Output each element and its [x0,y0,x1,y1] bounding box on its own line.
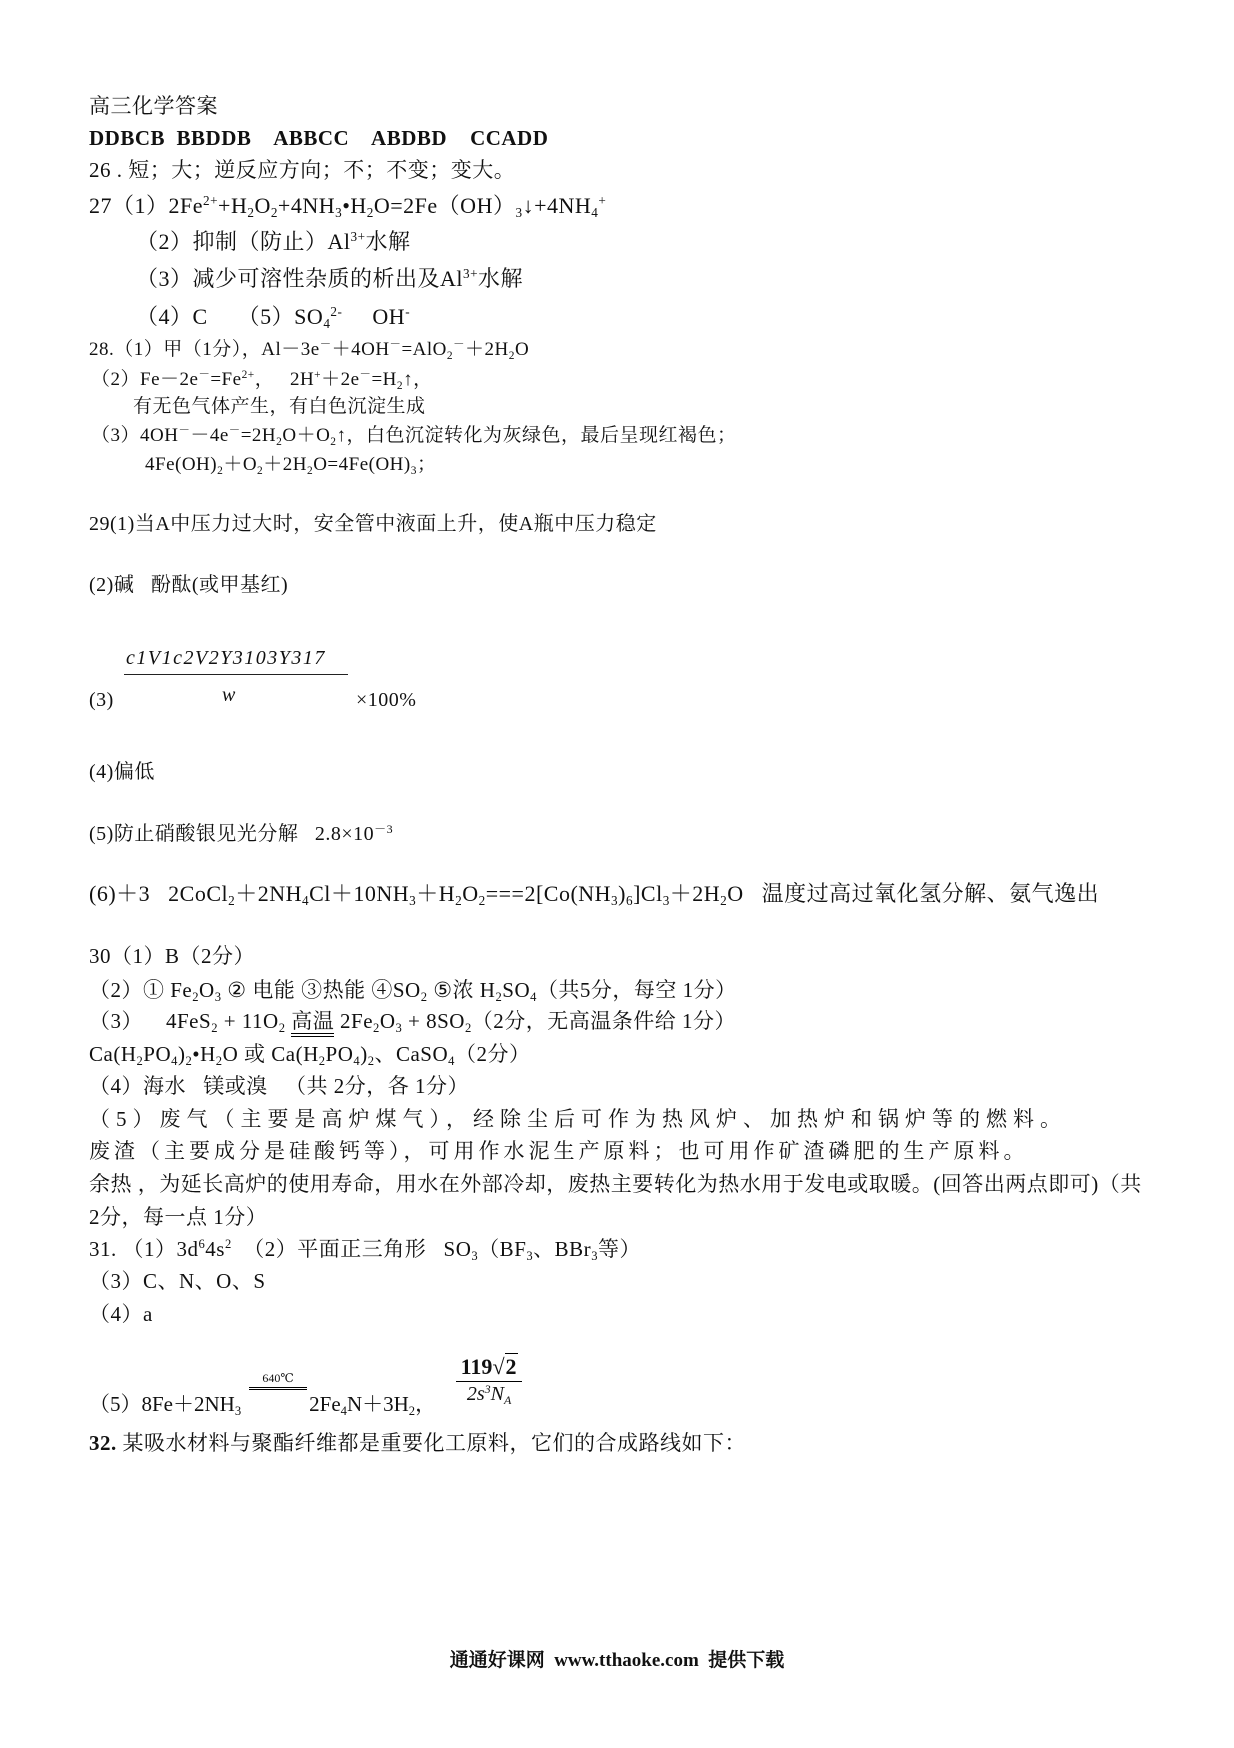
text-run: 2Fe [309,1392,341,1416]
text-run: 28.（1）甲（1分），Al－3e [89,339,320,360]
answer-q27-3 [136,266,523,295]
superscript: － [198,368,211,381]
answer-q28-2-observation [133,394,426,420]
answer-q29-6 [89,881,1099,910]
answer-q31-5 [89,1330,522,1420]
answer-q29-1 [89,511,657,537]
text-run: ＋O [223,454,258,475]
answer-q30-5-score [89,1204,267,1230]
text-run: （2分，无高温条件给 1分） [471,1009,737,1033]
subscript: 2 [367,1054,375,1069]
text-run: O [379,1009,396,1033]
subscript: 2 [136,1054,144,1069]
answer-q30-4 [89,1073,469,1099]
text-run: SO [502,978,531,1002]
subscript: 2 [396,379,404,392]
subscript: 2 [215,1054,223,1069]
density-fraction [456,1353,522,1408]
subscript: 3 [662,893,670,909]
text-run: =2H [240,425,277,446]
reaction-products [309,1391,436,1420]
text-run: PO [143,1042,172,1066]
superscript: + [598,192,607,208]
superscript: 3+ [463,265,479,281]
superscript: － [178,424,191,437]
answer-q29-4 [89,759,155,785]
subscript: 2 [318,1054,326,1069]
text-run: 2s [466,1383,485,1405]
subscript: 3 [410,464,417,477]
subscript: 3 [526,1249,534,1264]
subscript: 2 [446,349,454,362]
subscript: 4 [302,893,310,909]
text-run: 水解 [365,229,411,254]
text-run: ⑤浓 H [427,978,496,1002]
text-run: ) [360,1042,368,1066]
superscript: 3+ [350,228,366,244]
subscript: 3 [409,893,417,909]
text-run: + 8SO [402,1009,465,1033]
reaction-reactants [89,1391,241,1420]
density-denominator [467,1382,511,1408]
text-run: 4Fe(OH) [145,454,218,475]
subscript: 2 [306,464,314,477]
text-run: ) [618,881,626,906]
fraction-denominator: w [222,684,236,706]
subscript: 3 [234,1404,242,1419]
subscript: 3 [515,205,523,221]
subscript: 3 [335,205,343,221]
answer-q26 [89,157,515,183]
text-run: ↑，白色沉淀转化为灰绿色，最后呈现红褐色； [336,425,737,446]
superscript: - [405,303,411,319]
text-run: （3）4OH [91,425,179,446]
text-run: •H [192,1042,216,1066]
subscript: 2 [278,1021,286,1036]
subscript: 2 [192,990,200,1005]
text-run: ， 2H [254,369,315,390]
radicand: 2 [505,1354,517,1379]
subscript: 2 [478,893,486,909]
text-run: （2）① Fe [89,978,193,1002]
text-run: 有无色气体产生，有白色沉淀生成 [133,396,426,417]
density-numerator [461,1353,518,1381]
answer-q31-4 [89,1301,153,1327]
text-run: =H [371,369,397,390]
subscript: 2 [408,1404,416,1419]
subscript: 2 [508,349,515,362]
text-run: =AlO [401,339,447,360]
bold-number: 32. [89,1431,117,1455]
text-run: 、CaSO [374,1042,449,1066]
text-run: （5）8Fe＋2NH [89,1392,235,1416]
superscript: 6 [198,1237,206,1252]
text-run: 31. （1）3d [89,1237,199,1261]
superscript: －3 [374,821,394,836]
superscript: 2- [330,303,343,319]
subscript: 2 [495,990,503,1005]
subscript: 4 [340,1404,347,1419]
text-run: （3）减少可溶性杂质的析出及Al [136,266,464,291]
subscript: 3 [214,990,222,1005]
text-run: ＋2H [669,881,721,906]
answer-q30-1 [89,943,255,969]
text-run: (5)防止硝酸银见光分解 2.8×10 [89,823,375,845]
text-run: (2)碱 酚酞(或甲基红) [89,574,289,596]
text-run: （3）C、N、O、S [89,1269,266,1293]
superscript: － [389,338,402,351]
text-run: 2分，每一点 1分） [89,1205,268,1229]
radical-sign: √ [492,1354,505,1379]
multiple-choice-answers: DDBCB BBDDB ABBCC ABDBD CCADD [89,126,549,150]
subscript: 2 [247,205,255,221]
text-run: ]Cl [633,881,663,906]
text-run: ＋2e [321,369,360,390]
text-run: 2Fe [334,1009,374,1033]
question-q32 [89,1430,746,1456]
text-run: Cl＋10NH [309,881,410,906]
text-run: ； [416,454,437,475]
text-run: －4e [190,425,229,446]
text-run: 水解 [478,266,524,291]
text-run: （4）a [89,1302,153,1326]
text-run: O [254,193,271,218]
underlined-condition: 高温 [291,1009,334,1037]
superscript: + [314,368,322,381]
subscript: 2 [330,435,337,448]
subscript: 2 [366,205,374,221]
fraction-bar [124,674,348,675]
subscript: 4 [591,205,599,221]
text-run: ＋H [416,881,456,906]
subscript: 6 [625,893,634,909]
text-run: 26 . 短；大；逆反应方向；不；不变；变大。 [89,158,516,182]
text-run: （2分） [454,1042,531,1066]
text-run: （BF [478,1237,527,1261]
text-run: （2）Fe－2e [91,369,199,390]
subscript: 2 [257,464,264,477]
answer-q30-3-product [89,1041,530,1070]
reaction-temperature: 640℃ [262,1371,294,1385]
text-run: + 11O [217,1009,279,1033]
text-run: •H [342,193,367,218]
text-run: （5）废气（主要是高炉煤气），经除尘后可作为热风炉、加热炉和锅炉等的燃料。 [89,1107,1067,1131]
text-run: 某吸水材料与聚酯纤维都是重要化工原料，它们的合成路线如下： [116,1431,746,1455]
subscript: 2 [276,435,283,448]
subscript: 2 [420,990,428,1005]
answer-q30-3-equation [89,1008,736,1037]
italic-symbol: N [490,1383,504,1405]
text-run: O [514,339,530,360]
subscript: 3 [611,893,619,909]
superscript: － [359,368,372,381]
answer-q30-5-heat [89,1171,1142,1197]
subscript: 2 [217,464,224,477]
text-run: （共5分，每空 1分） [536,978,737,1002]
superscript: － [228,424,241,437]
text-run: ② 电能 ③热能 ④SO [221,978,421,1002]
answer-q29-3-label: (3) [89,689,114,711]
text-run: （4）C （5）SO [136,304,324,329]
subscript: 3 [591,1249,598,1264]
superscript: 3 [484,1381,491,1396]
subscript: 4 [171,1054,178,1069]
text-run: =Fe [210,369,242,390]
superscript: 2 [224,1237,232,1252]
text-run: ＋4OH [331,339,390,360]
answer-q28-2-equation [91,367,433,395]
text-run: (4)偏低 [89,761,155,783]
text-run: O 温度过高过氧化氢分解、氨气逸出 [727,881,1100,906]
text-run: （3） 4FeS [89,1009,212,1033]
superscript: 2+ [241,368,255,381]
text-run: ===2[Co(NH [485,881,612,906]
superscript: － [453,338,465,351]
reaction-condition [249,1371,307,1390]
subscript: 2 [211,1021,218,1036]
answer-q30-5-gas [89,1106,1067,1132]
text-run: O=2Fe（OH） [373,193,516,218]
fraction-numerator: c1V1c2V2Y3103Y317 [126,647,326,669]
text-run: O [462,881,479,906]
subscript: 2 [720,893,728,909]
text-run: 29(1)当A中压力过大时，安全管中液面上升，使A瓶中压力稳定 [89,513,657,535]
text-run: O=4Fe(OH) [313,454,411,475]
answer-q30-5-slag [89,1138,1029,1164]
answer-q29-5 [89,821,393,849]
text-run: O＋O [282,425,331,446]
subscript: 4 [323,316,331,332]
text-run: PO [325,1042,354,1066]
text-run: （2）抑制（防止）Al [136,229,351,254]
text-run: 、BBr [533,1237,592,1261]
text-run: （4）海水 镁或溴 （共 2分，各 1分） [89,1074,469,1098]
text-run: ↑， [403,369,433,390]
answer-q27-4-5 [136,304,410,333]
subscript: 4 [530,990,537,1005]
subscript: 4 [448,1054,455,1069]
subscript: 3 [395,1021,403,1036]
superscript: 2+ [203,192,219,208]
text-run: Ca(H [89,1042,137,1066]
text-run: N＋3H [346,1392,409,1416]
text-run: 30（1）B（2分） [89,944,256,968]
subscript: A [503,1392,512,1407]
text-run: ， [415,1392,437,1416]
answer-q28-3-equation [91,423,737,451]
subscript: 2 [185,1054,193,1069]
fraction-suffix: ×100% [356,689,417,711]
subscript: 3 [471,1249,479,1264]
answer-q27-1 [89,193,606,222]
answer-q28-3-equation-2 [145,452,436,480]
subscript: 2 [228,893,236,909]
text-run: (6)＋3 2CoCl [89,881,229,906]
text-run: +4NH [277,193,336,218]
text-run: O [199,978,215,1002]
subscript: 2 [373,1021,380,1036]
text-run: ＋2NH [235,881,302,906]
text-run: ↓+4NH [522,193,592,218]
text-run: 4s [205,1237,225,1261]
text-run: 余热 ，为延长高炉的使用寿命，用水在外部冷却，废热主要转化为热水用于发电或取暖。(回答出两点即可)（共 [89,1172,1142,1196]
subscript: 4 [353,1054,361,1069]
superscript: － [319,338,332,351]
text-run: 等） [597,1237,641,1261]
text-run: 废渣（主要成分是硅酸钙等），可用作水泥生产原料；也可用作矿渣磷肥的生产原料。 [89,1139,1029,1163]
subscript: 2 [455,893,463,909]
text-run: O 或 Ca(H [222,1042,319,1066]
page-footer: 通通好课网 www.tthaoke.com 提供下载 [449,1650,785,1671]
document-title: 高三化学答案 [89,94,218,118]
answer-q30-2 [89,977,737,1006]
numerator-coefficient: 119 [460,1354,493,1379]
text-run: ) [177,1042,186,1066]
answer-q29-2 [89,572,288,598]
text-run: OH [342,304,406,329]
text-run: +H [218,193,248,218]
text-run: （2）平面正三角形 SO [231,1237,472,1261]
answer-q31-1-2 [89,1236,641,1265]
text-run: 27（1）2Fe [89,193,204,218]
text-run: ＋2H [263,454,307,475]
answer-q31-3 [89,1268,266,1294]
reaction-double-line [249,1387,307,1390]
text-run: ＋2H [465,339,509,360]
answer-q28-1 [89,337,529,365]
answer-q27-2 [136,229,411,258]
subscript: 2 [464,1021,472,1036]
subscript: 2 [270,205,278,221]
